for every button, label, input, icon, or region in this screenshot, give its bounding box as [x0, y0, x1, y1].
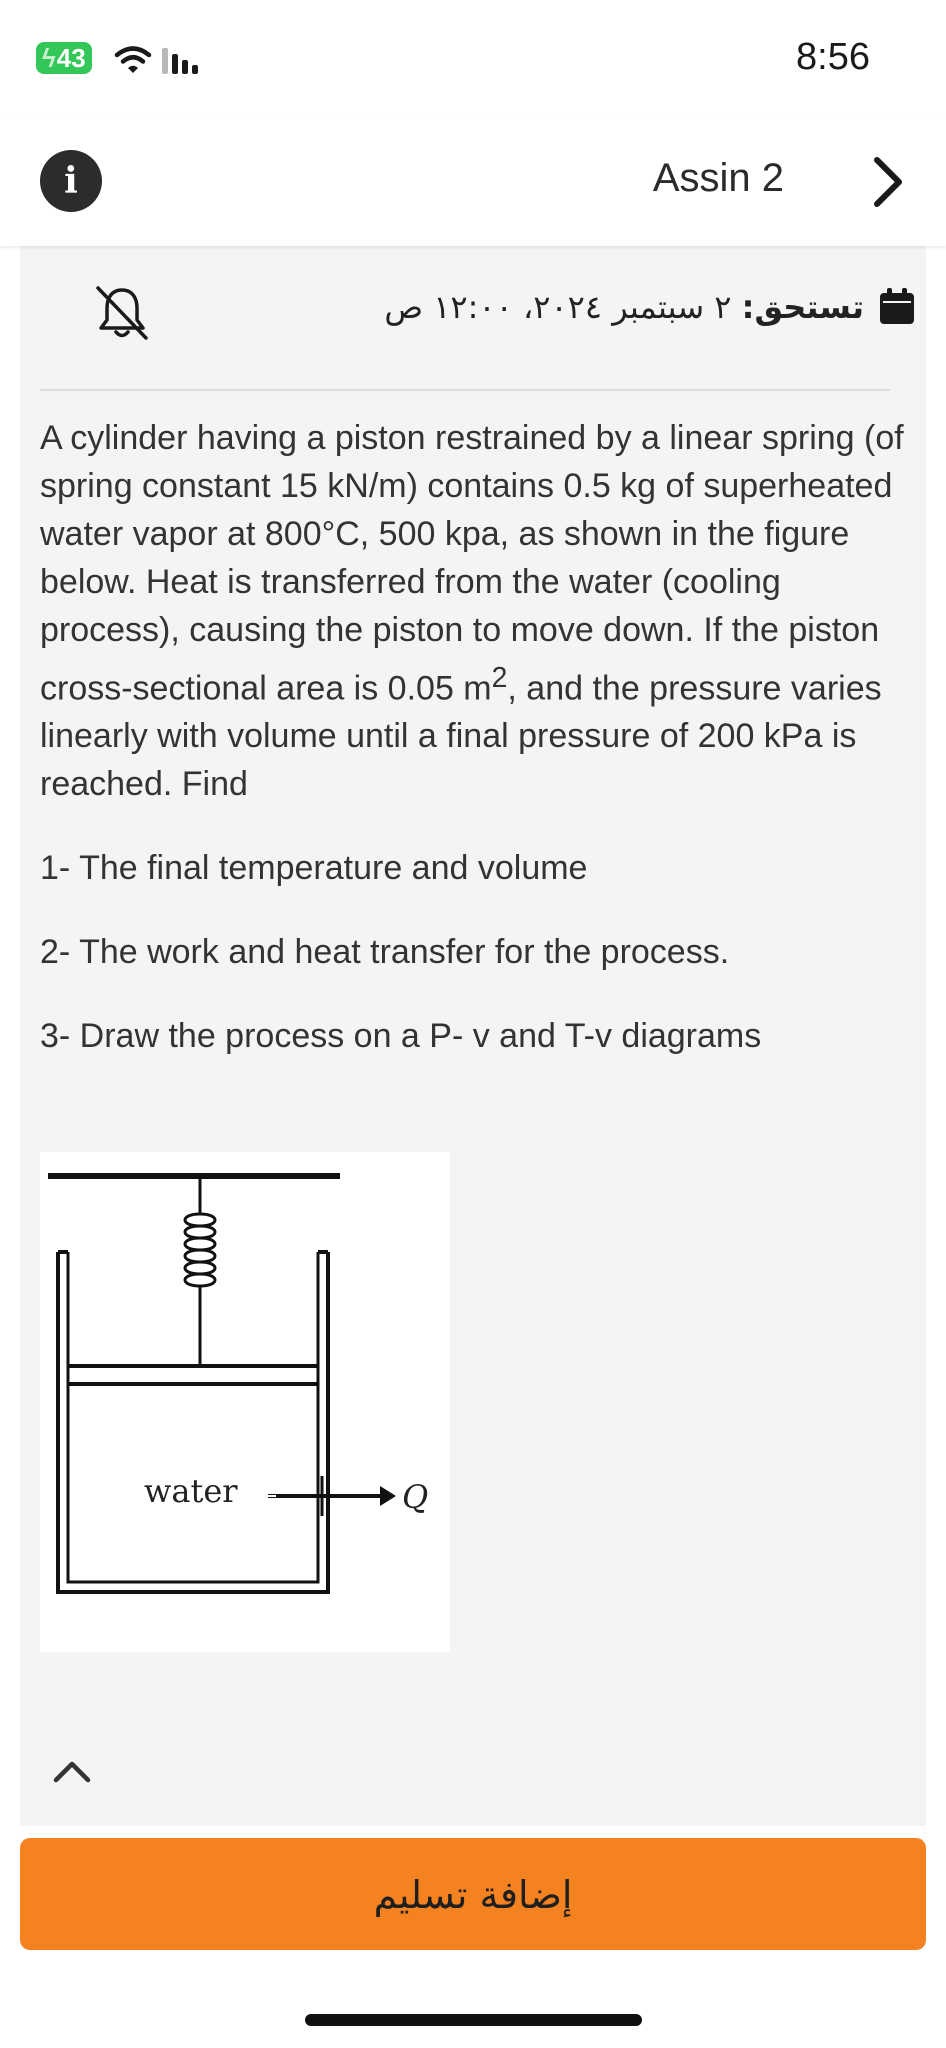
page-title: Assin 2: [652, 156, 784, 200]
heat-label: Q: [402, 1478, 429, 1516]
calendar-icon: [880, 288, 914, 324]
question-item-2: 2- The work and heat transfer for the process.: [40, 933, 730, 972]
divider: [40, 389, 890, 391]
water-label: water: [144, 1472, 238, 1510]
add-submission-button[interactable]: إضافة تسليم: [20, 1838, 926, 1950]
piston-cylinder-figure: [40, 1152, 450, 1652]
due-date-value: ٢ سبتمبر ٢٠٢٤، ١٢:٠٠ ص: [384, 288, 732, 326]
assignment-content: [20, 246, 926, 1826]
question-item-3: 3- Draw the process on a P- v and T-v diagrams: [40, 1017, 762, 1056]
due-date-row: [20, 276, 926, 338]
home-indicator[interactable]: [305, 2014, 642, 2026]
cellular-signal-icon: [162, 46, 204, 74]
chevron-right-icon[interactable]: [870, 154, 906, 210]
due-label: تستحق:: [741, 288, 864, 326]
bottom-bar: [0, 1826, 946, 2048]
nav-bar: [0, 120, 946, 246]
question-paragraph-start: A cylinder having a piston restrained by a linear spring (of spring constant 15 kN/m) contains 0.5 kg of superheated water vapor at 800°C, 500 kpa, as shown in the figure below. Heat is transferred from the water (cooling process), causing the piston to move down. If the piston cross-sectional area is 0.05 m: [40, 419, 904, 708]
battery-charging-icon: ϟ: [42, 43, 56, 73]
wifi-icon: [114, 44, 152, 74]
area-unit-exponent: 2: [491, 662, 508, 694]
due-date-text: [384, 288, 864, 326]
bell-off-icon[interactable]: [92, 284, 152, 340]
battery-level: 43: [56, 43, 86, 73]
status-bar: [0, 0, 946, 120]
battery-indicator: [36, 42, 92, 74]
question-paragraph: [40, 414, 906, 808]
question-paragraph-end: , and the pressure varies linearly with volume until a final pressure of 200 kPa is reached. Find: [40, 669, 882, 804]
status-time: 8:56: [796, 36, 870, 78]
info-icon[interactable]: i: [40, 150, 102, 212]
question-text: [40, 414, 906, 1060]
question-item-1: 1- The final temperature and volume: [40, 849, 588, 888]
chevron-up-icon[interactable]: [50, 1756, 94, 1786]
